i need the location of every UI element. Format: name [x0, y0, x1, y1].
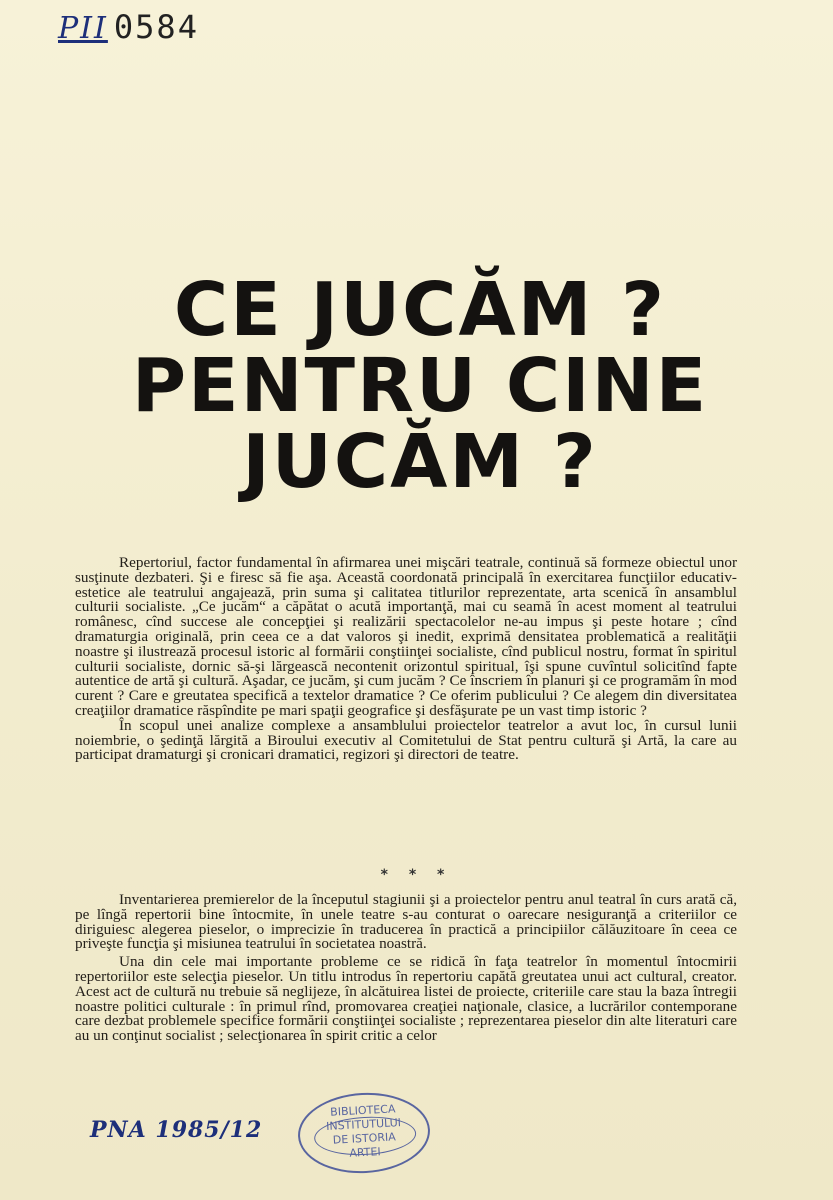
main-section: [75, 893, 737, 1044]
title-line-3: JUCĂM ?: [242, 419, 598, 505]
stamp-line-1: BIBLIOTECA: [329, 1102, 396, 1119]
title-line-2: PENTRU CINE: [131, 343, 709, 429]
intro-paragraph-2: În scopul unei analize complexe a ansamblului proiectelor teatrelor a avut loc, în cursul lunii noiembrie, o şedinţă lărgită a Biroului executiv al Comitetului de Stat pentru cultură şi Artă, la care au participat dramaturgi şi cronicari dramatici, regizori şi directori de teatre.: [75, 716, 737, 764]
main-paragraph-1: Inventarierea premierelor de la începutul stagiunii şi a proiectelor pentru anul teatral în curs arată că, pe lîngă repertorii bine întocmite, în unele teatre s-au conturat o oarecare nesiguranţă a criteriilor ce diriguiesc alegerea pieselor, o imprecizie în traducerea în practică a principiilor călăuzitoare în ceea ce priveşte funcţia şi misiunea teatrului în societatea noastră.: [75, 891, 737, 953]
intro-paragraph-1: Repertoriul, factor fundamental în afirmarea unei mişcări teatrale, continuă să formeze obiectul unor susţinute dezbateri. Şi e firesc să fie aşa. Această coordonată principală în exercitarea funcţiilor educativ-estetice ale teatrului angajează, prin suma şi calitatea titlurilor reprezentate, arta scenică în ansamblul culturii socialiste. „Ce jucăm“ a căpătat o acută importanţă, mai cu seamă în acest moment al teatrului românesc, cînd succese ale concepţiei şi realizării spectacolelor ne-au impus şi peste hotare ; cînd dramaturgia originală, prin ceea ce a dat valoros şi inedit, exprimă densitatea problematică a realităţii noastre şi ilustrează procesul istoric al formării conştiinţei socialiste, cînd publicul nostru, format în spiritul culturii socialiste, dornic să-şi lărgească necontenit orizontul spiritual, îşi spune cuvîntul solicitînd fapte autentice de artă şi cultură. Aşadar, ce jucăm, şi cum jucăm ? Ce înscriem în planuri şi ce programăm în mod curent ? Care e greutatea specifică a textelor dramatice ? Ce oferim publicului ? Ce alegem din diversitatea creaţiilor dramatice răspîndite pe mari spaţii geografice şi desfăşurate pe un vast timp istoric ?: [75, 554, 737, 719]
main-paragraph-2: Una din cele mai importante probleme ce se ridică în faţa teatrelor în momentul întocmirii repertoriilor este selecţia pieselor. Un titlu introdus în repertoriu capătă greutatea unui act cultural, creator. Acest act de cultură nu trebuie să neglijeze, în alcătuirea listei de proiecte, criteriile care stau la baza întregii noastre politici culturale : în primul rînd, promovarea creaţiei naţionale, clasice, a lucrărilor contemporane care dezbat problemele specifice formării conştiinţei socialiste ; reprezentarea pieselor din alte literaturi care au un conţinut socialist ; selecţionarea în spirit critic a celor: [75, 953, 737, 1045]
stamp-line-3: DE ISTORIA: [332, 1130, 397, 1147]
intro-section: [75, 556, 737, 763]
shelfmark-handwritten: PII: [58, 11, 108, 46]
page-title: [60, 267, 780, 505]
title-line-1: CE JUCĂM ?: [173, 267, 667, 353]
shelfmark: [58, 8, 199, 46]
inventory-note: PNA 1985/12: [90, 1117, 263, 1143]
stamp-line-2: INSTITUTULUI: [325, 1116, 402, 1133]
shelfmark-number: 0584: [113, 8, 199, 46]
stamp-line-4: ARTEI: [349, 1145, 381, 1160]
section-separator: * * *: [380, 867, 453, 883]
library-stamp: [296, 1090, 432, 1177]
